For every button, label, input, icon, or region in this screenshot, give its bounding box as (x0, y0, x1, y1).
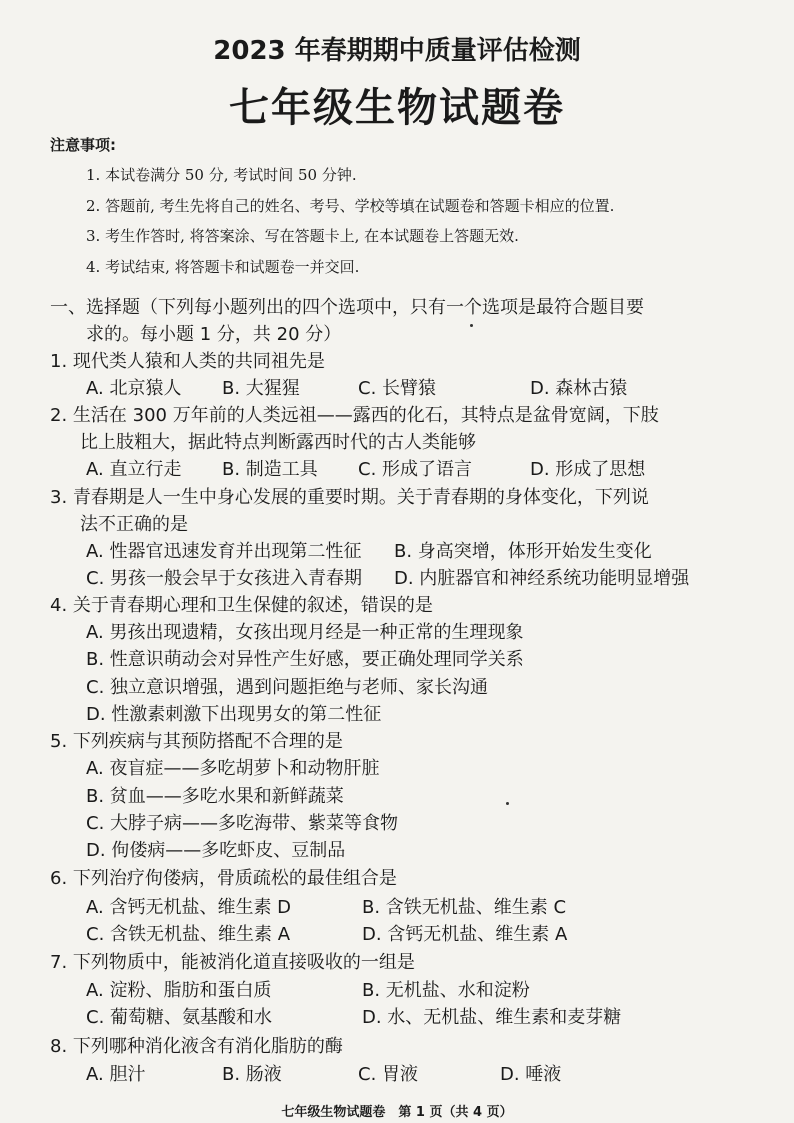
section-heading: 一、选择题（下列每小题列出的四个选项中，只有一个选项是最符合题目要 (50, 297, 644, 318)
question-stem: 1. 现代类人猿和人类的共同祖先是 (50, 351, 325, 372)
option-a: A. 含钙无机盐、维生素 D (86, 897, 292, 918)
option-c: C. 含铁无机盐、维生素 A (86, 924, 291, 945)
option-b: B. 含铁无机盐、维生素 C (362, 897, 567, 918)
option-d: D. 森林古猿 (530, 378, 628, 399)
question-stem: 5. 下列疾病与其预防搭配不合理的是 (50, 731, 343, 752)
option-d: D. 内脏器官和神经系统功能明显增强 (394, 568, 690, 589)
option-d: D. 佝偻病——多吃虾皮、豆制品 (86, 840, 346, 861)
option-b: B. 性意识萌动会对异性产生好感，要正确处理同学关系 (86, 649, 524, 670)
option-b: B. 无机盐、水和淀粉 (362, 980, 530, 1001)
question-stem: 7. 下列物质中，能被消化道直接吸收的一组是 (50, 952, 415, 973)
option-d: D. 唾液 (500, 1064, 562, 1085)
notice-heading: 注意事项: (50, 136, 116, 154)
option-b: B. 大猩猩 (222, 378, 300, 399)
exam-title-year: 2023 年春期期中质量评估检测 (213, 36, 581, 66)
scan-speck (506, 802, 509, 805)
option-b: B. 肠液 (222, 1064, 282, 1085)
question-stem: 8. 下列哪种消化液含有消化脂肪的酶 (50, 1036, 343, 1057)
question-stem: 3. 青春期是人一生中身心发展的重要时期。关于青春期的身体变化，下列说 (50, 487, 649, 508)
option-a: A. 性器官迅速发育并出现第二性征 (86, 541, 362, 562)
option-d: D. 水、无机盐、维生素和麦芽糖 (362, 1007, 622, 1028)
option-d: D. 含钙无机盐、维生素 A (362, 924, 568, 945)
option-c: C. 独立意识增强，遇到问题拒绝与老师、家长沟通 (86, 677, 489, 698)
notice-item: 1. 本试卷满分 50 分, 考试时间 50 分钟. (86, 166, 357, 184)
option-d: D. 形成了思想 (530, 459, 646, 480)
option-d: D. 性激素刺激下出现男女的第二性征 (86, 704, 382, 725)
option-b: B. 制造工具 (222, 459, 318, 480)
option-a: A. 夜盲症——多吃胡萝卜和动物肝脏 (86, 758, 380, 779)
page-footer: 七年级生物试题卷 第 1 页（共 4 页） (281, 1105, 513, 1120)
question-stem-cont: 比上肢粗大，据此特点判断露西时代的古人类能够 (80, 432, 476, 453)
option-a: A. 胆汁 (86, 1064, 146, 1085)
notice-item: 3. 考生作答时, 将答案涂、写在答题卡上, 在本试题卷上答题无效. (86, 227, 519, 245)
question-stem-cont: 法不正确的是 (80, 514, 188, 535)
notice-item: 4. 考试结束, 将答题卡和试题卷一并交回. (86, 258, 360, 276)
option-c: C. 大脖子病——多吃海带、紫菜等食物 (86, 813, 399, 834)
option-c: C. 葡萄糖、氨基酸和水 (86, 1007, 273, 1028)
option-c: C. 胃液 (358, 1064, 419, 1085)
option-c: C. 男孩一般会早于女孩进入青春期 (86, 568, 363, 589)
option-a: A. 直立行走 (86, 459, 182, 480)
section-heading-cont: 求的。每小题 1 分，共 20 分） (86, 324, 342, 345)
option-c: C. 形成了语言 (358, 459, 473, 480)
option-a: A. 男孩出现遗精，女孩出现月经是一种正常的生理现象 (86, 622, 524, 643)
scan-speck (470, 324, 473, 327)
option-c: C. 长臂猿 (358, 378, 437, 399)
question-stem: 6. 下列治疗佝偻病，骨质疏松的最佳组合是 (50, 868, 397, 889)
option-b: B. 贫血——多吃水果和新鲜蔬菜 (86, 786, 344, 807)
exam-title-subject: 七年级生物试题卷 (229, 85, 565, 131)
option-a: A. 淀粉、脂肪和蛋白质 (86, 980, 272, 1001)
question-stem: 4. 关于青春期心理和卫生保健的叙述，错误的是 (50, 595, 433, 616)
option-a: A. 北京猿人 (86, 378, 182, 399)
option-b: B. 身高突增，体形开始发生变化 (394, 541, 652, 562)
question-stem: 2. 生活在 300 万年前的人类远祖——露西的化石，其特点是盆骨宽阔，下肢 (50, 405, 659, 426)
notice-item: 2. 答题前, 考生先将自己的姓名、考号、学校等填在试题卷和答题卡相应的位置. (86, 197, 615, 215)
